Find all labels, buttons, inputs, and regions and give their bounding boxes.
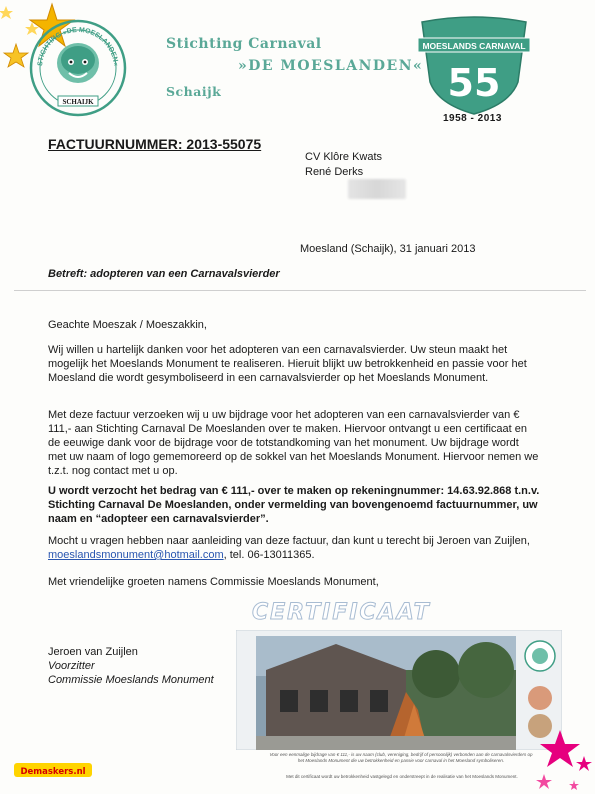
badge-years: 1958 - 2013 — [443, 113, 502, 124]
paragraph-payment: U wordt verzocht het bedrag van € 111,- over te maken op rekeningnummer: 14.63.92.868 t.n.v. Stichting Carnaval De Moeslanden, onder vermelding van bovengenoemd factuurnummer, uw naam en “adopteer een carnavalsvierder”. — [48, 485, 540, 525]
email-link[interactable]: moeslandsmonument@hotmail.com — [48, 549, 224, 561]
foundation-seal-logo — [28, 18, 128, 118]
certificate-footer: Met dit certificaat wordt uw betrokkenheid vastgelegd en onderstreept in de realisatie van het Moeslands Monument. — [286, 774, 518, 779]
watermark-text: Demaskers.nl — [20, 767, 86, 777]
org-name-line1: Stichting Carnaval — [166, 36, 322, 52]
redacted-address — [348, 179, 406, 199]
anniversary-badge — [418, 12, 530, 116]
org-name-line2: »DE MOESLANDEN« — [238, 58, 424, 74]
badge-number: 55 — [447, 61, 501, 105]
salutation: Geachte Moeszak / Moeszakkin, — [48, 319, 207, 331]
paragraph-thanks: Wij willen u hartelijk danken voor het adopteren van een carnavalsvierder. Uw steun maakt het mogelijk het Moeslands Monument te realiseren. Hieruit blijkt uw betrokkenheid en passie voor het Moesland die wordt gesymboliseerd in een carnavalsvierder op het Moeslands Monument. — [48, 344, 527, 384]
certificate-title: CERTIFICAAT — [252, 600, 431, 625]
certificate-caption: Voor een eenmalige bijdrage van € 111,- is uw naam (club, vereniging, bedrijf of persoonlijk) verbonden aan de carnavalsvierders op het Moeslands Monument die uw betrokkenheid en passie voor carnaval in het Moesland symboliseren. — [269, 752, 533, 763]
recipient-address — [305, 150, 382, 180]
recipient-line1: CV Klôre Kwats — [305, 151, 383, 163]
signer-committee: Commissie Moeslands Monument — [48, 674, 214, 686]
paragraph-request: Met deze factuur verzoeken wij u uw bijdrage voor het adopteren van een carnavalsvierder van € 111,- aan Stichting Carnaval De Moeslanden over te maken. Hiervoor ontvangt u een certificaat en de eeuwige dank voor de bijdrage voor de totstandkoming van het monument. Uw bijdrage wordt met uw naam of logo gememoreerd op de sokkel van het Moeslands Monument. Hiervoor nemen we t.z.t. nog contact met u op. — [48, 409, 539, 477]
seal-text-bottom: SCHAIJK — [62, 98, 94, 106]
date-line: Moesland (Schaijk), 31 januari 2013 — [300, 243, 476, 255]
contact-phone: , tel. 06-13011365. — [223, 549, 315, 561]
seal-text-top: STICHTING »DE MOESLANDEN« — [37, 26, 119, 67]
site-watermark-logo — [14, 760, 92, 780]
badge-title: MOESLANDS CARNAVAL — [422, 41, 526, 51]
signer-name: Jeroen van Zuijlen — [48, 646, 138, 658]
subject-line: Betreft: adopteren van een Carnavalsvierder — [48, 268, 280, 280]
invoice-number: FACTUURNUMMER: 2013-55075 — [48, 136, 262, 152]
closing: Met vriendelijke groeten namens Commissie Moeslands Monument, — [48, 576, 379, 588]
certificate-image — [236, 630, 562, 750]
paragraph-contact — [48, 534, 540, 562]
recipient-line2: René Derks — [305, 166, 364, 178]
decorative-stars-pink-icon — [526, 716, 595, 794]
signature-block — [48, 645, 214, 687]
divider — [14, 290, 586, 291]
signer-role: Voorzitter — [48, 660, 95, 672]
org-name-line3: Schaijk — [166, 84, 222, 99]
contact-text: Mocht u vragen hebben naar aanleiding van deze factuur, dan kunt u terecht bij Jeroen van Zuijlen, — [48, 535, 530, 547]
